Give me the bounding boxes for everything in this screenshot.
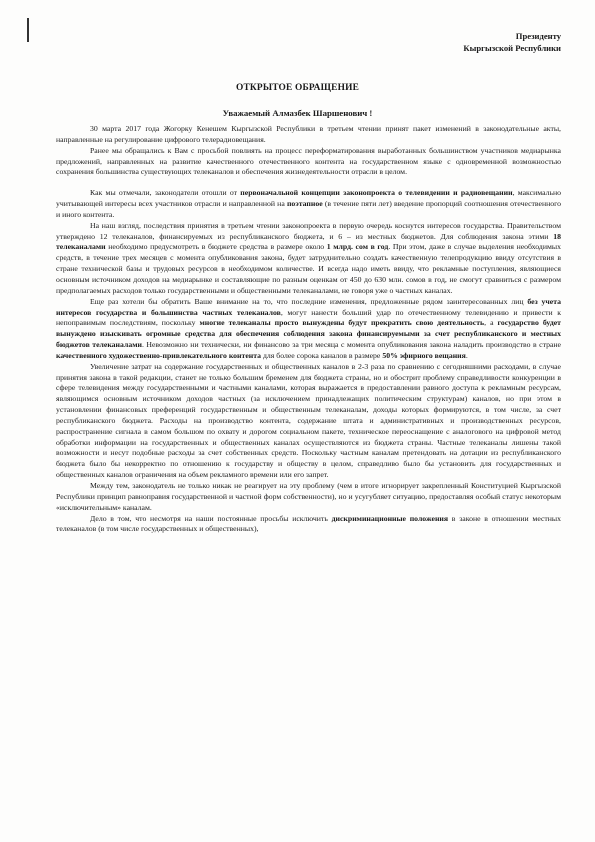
paragraph: Дело в том, что несмотря на наши постоянные просьбы исключить дискриминационные положения в законе в отношении местных телеканалов (в том числе государственных и общественных), — [56, 513, 562, 534]
addressee-line-1: Президенту — [515, 31, 561, 41]
paragraph: Как мы отмечали, законодатели отошли от первоначальной концепции законопроекта о телевидении и радиовещании, максимально учитывающей интересы всех участников отрасли и направленной на поэтапное (в течение пяти лет) введение пропорций соотношения отечественного и иного контента. — [56, 188, 562, 219]
addressee-block — [463, 30, 561, 54]
paragraph: Ранее мы обращались к Вам с просьбой повлиять на процесс переформатирования выработанных большинством участников медиарынка предложений, направленных на развитие качественного отечественного контента на государственном языке с одновременной возможностью сохранения большинства существующих телеканалов и обеспечения жизнедеятельности отрасли в целом. — [56, 145, 561, 177]
letter-body — [56, 124, 561, 535]
paragraph: Еще раз хотели бы обратить Ваше внимание на то, что последние изменения, предложенные рядом заинтересованных лиц без учета интересов государства и большинства частных телеканалов, могут нанести больший удар по отечественному телевидению и привести к непоправимым последствиям, поскольку многие телеканалы просто вынуждены будут прекратить свою деятельность, а государство будет вынуждено изыскивать огромные средства для обеспечения соблюдения закона финансируемыми за счет республиканского и местных бюджетов телеканалами. Невозможно ни технически, ни финансово за три месяца с момента опубликования закона наладить производство в стране качественного художественно-привлекательного контента для более сорока каналов в размере 50% эфирного вещания. — [56, 296, 561, 360]
salutation: Уважаемый Алмазбек Шаршенович ! — [222, 108, 373, 118]
paragraph: Увеличение затрат на содержание государственных и общественных каналов в 2-3 раза по сравнению с сегодняшними расходами, в случае принятия закона в такой редакции, станет не только большим бременем для бюджета страны, но и обострит проблему справедливости конкуренции в сфере телевидения между государственными и частными каналами, которая выражается в предоставлении равного доступа к рекламным ресурсам, являющимся основным источником доходов частных (за исключением принадлежащих политическим структурам) каналов, но при этом в установлении финансовых преференций государственным и общественным телеканалам, доходы которых формируются, в том числе, за счет республиканского бюджета. Расходы на производство контента, содержание штата и административных и производственных ресурсов, распространение сигнала в самом большом по охвату и дорогом социальном пакете, техническое переоснащение с аналогового на цифровой метод обработки информации на государственных и общественных каналах осуществляются из бюджета страны. Частные телеканалы лишены такой возможности и несут подобные расходы за счет собственных средств. Поскольку частным каналам претендовать на дотации из республиканского бюджета было бы некорректно по отношению к государству и обществу в целом, справедливо было бы установить для государственных и общественных каналов ограничения на объем рекламного времени или его запрет. — [56, 361, 561, 480]
paragraph: Между тем, законодатель не только никак не реагирует на эту проблему (чем в итоге игнорирует закрепленный Конституцией Кыргызской Республики принцип равноправия государственной и частной форм собственности), но и усугубляет ситуацию, предоставляя особый статус некоторым «исключительным» каналам. — [56, 481, 561, 512]
document-title: ОТКРЫТОЕ ОБРАЩЕНИЕ — [235, 83, 360, 93]
paragraph: На наш взгляд, последствия принятия в третьем чтении законопроекта в первую очередь коснутся интересов государства. Правительством утверждено 12 телеканалов, финансируемых из республиканского бюджета, и 6 – из местных бюджетов. Для соблюдения закона этими 18 телеканалами необходимо предусмотреть в бюджете средства в размере около 1 млрд. сом в год. При этом, даже в случае выделения необходимых средств, в течение трех месяцев с момента опубликования закона, будет затруднительно создать качественную телепродукцию ввиду отсутствия в стране технической базы и трудовых ресурсов в необходимом количестве. И всегда надо иметь ввиду, что рекламные поступления, являющиеся основным источником доходов на медиарынке и составляющие по разным оценкам от 450 до 630 млн. сомов в год, не смогут сравниться с размером предполагаемых расходов только государственными и общественными телеканалами, не говоря уже о частных каналах. — [56, 220, 561, 295]
addressee-line-2: Кыргызской Республики — [463, 43, 561, 53]
scan-margin-mark — [27, 18, 29, 42]
paragraph: 30 марта 2017 года Жогорку Кенешем Кыргызской Республики в третьем чтении принят пакет изменений в законодательные акты, направленные на регулирование цифрового телерадиовещания. — [56, 124, 561, 144]
